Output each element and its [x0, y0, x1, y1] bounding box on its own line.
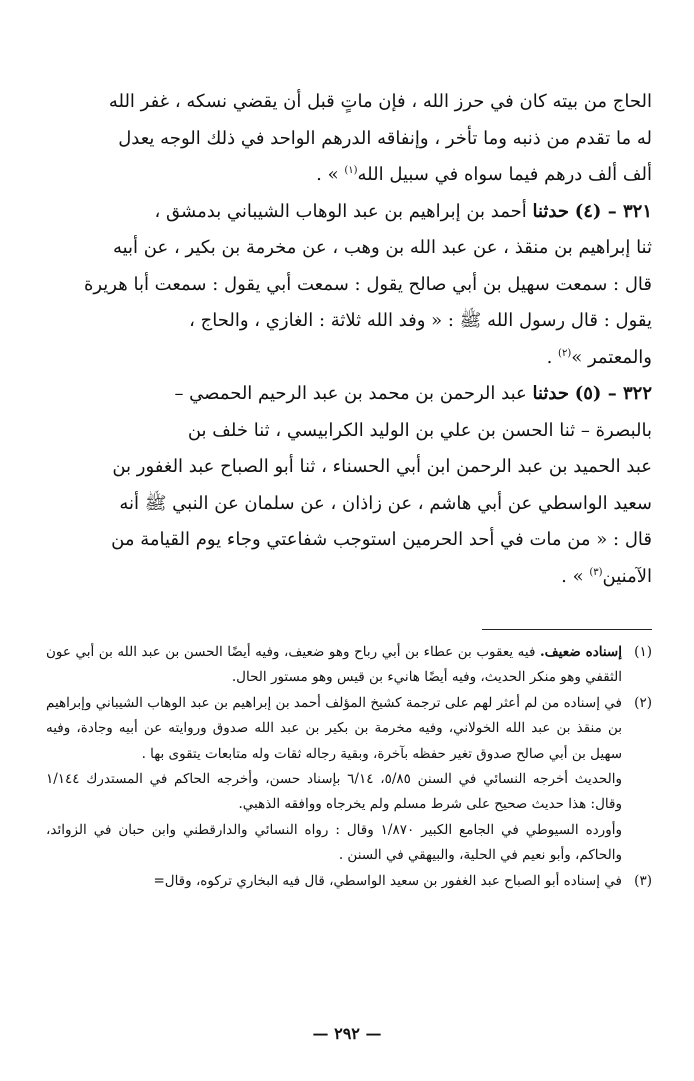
- text-line: [46, 157, 652, 194]
- hadith-number: ٣٢٢ – (٥): [574, 383, 652, 404]
- text-line: عبد الحميد بن عبد الرحمن ابن أبي الحسناء ، ثنا أبو الصباح عبد الغفور بن: [112, 456, 652, 477]
- footnote-separator: [482, 629, 652, 630]
- text-line: سعيد الواسطي عن أبي هاشم ، عن زاذان ، عن سلمان عن النبي ﷺ أنه: [119, 492, 652, 514]
- text-segment: » .: [561, 565, 590, 587]
- hadith-heading-line: [46, 194, 652, 231]
- footnote-paragraph: في إسناده من لم أعثر لهم على ترجمة كشيخ المؤلف أحمد بن إبراهيم بن عبد الوهاب الشيباني وإبراهيم بن منقذ بن عبد الله الخولاني، وفيه مخرمة بن بكير بن عبد الله صدوق وروايته عن أبيه وجادة، وفيه سهيل بن أبي صالح صدوق تغير حفظه بآخرة، وبقية رجاله ثقات وله متابعات يتقوى بها .: [46, 694, 622, 762]
- footnote-body: [46, 691, 622, 869]
- footnote: [46, 640, 652, 691]
- footnotes: [46, 640, 652, 894]
- footnote: [46, 869, 652, 894]
- footnote-text: فيه يعقوب بن عطاء بن أبي رباح وهو ضعيف، وفيه أيضًا الحسن بن عبد الله بن أبي عون الثقفي وهو منكر الحديث، وفيه أيضًا هانيء بن قيس وهو مستور الحال.: [46, 644, 622, 686]
- text-line: له ما تقدم من ذنبه وما تأخر ، وإنفاقه الدرهم الواحد في ذلك الوجه يعدل: [118, 127, 652, 149]
- text-line: قال : « من مات في أحد الحرمين استوجب شفاعتي وجاء يوم القيامة من: [111, 529, 652, 550]
- footnote-body: [46, 640, 622, 691]
- text-segment: الآمنين: [602, 565, 652, 587]
- main-text: [46, 84, 652, 595]
- text-segment: .: [546, 346, 559, 368]
- footnote-ref[interactable]: (١): [344, 165, 358, 176]
- text-segment: ألف ألف درهم فيما سواه في سبيل الله: [357, 164, 652, 185]
- text-segment: عبد الرحمن بن محمد بن عبد الرحيم الحمصي –: [174, 383, 533, 404]
- hadith-heading-line: [46, 376, 652, 413]
- text-line: الحاج من بيته كان في حرز الله ، فإن ماتٍ قبل أن يقضي نسكه ، غفر الله: [108, 91, 652, 112]
- footnote-ref[interactable]: (٢): [558, 347, 572, 359]
- footnote-ref[interactable]: (٣): [589, 566, 603, 578]
- footnote-paragraph: في إسناده أبو الصباح عبد الغفور بن سعيد الواسطي، قال فيه البخاري تركوه، وقال=: [153, 872, 622, 889]
- text-line: [46, 340, 652, 377]
- footnote-paragraph: وأورده السيوطي في الجامع الكبير ١/٨٧٠ وقال : رواه النسائي والدارقطني وابن حبان في الزوائد، والحاكم، وأبو نعيم في الحلية، والبيهقي في السنن .: [46, 821, 622, 864]
- text-line: [46, 559, 652, 596]
- footnote-body: [46, 869, 622, 894]
- hadith-number: ٣٢١ – (٤): [574, 200, 652, 222]
- text-segment: » .: [316, 164, 345, 185]
- footnote-paragraph: [46, 640, 622, 691]
- text-line: بالبصرة – ثنا الحسن بن علي بن الوليد الكرابيسي ، ثنا خلف بن: [187, 419, 652, 441]
- text-line: قال : سمعت سهيل بن أبي صالح يقول : سمعت أبي يقول : سمعت أبا هريرة: [83, 273, 652, 295]
- text-segment: والمعتمر »: [571, 346, 652, 368]
- page-number: — ٢٩٢ —: [312, 1024, 382, 1043]
- footnote-paragraph: والحديث أخرجه النسائي في السنن ٥/٨٥، ٦/١٤ بإسناد حسن، وأخرجه الحاكم في المستدرك ١/١٤٤ وقال: هذا حديث صحيح على شرط مسلم ولم يخرجاه ووافقه الذهبي.: [46, 771, 622, 813]
- text-line: ثنا إبراهيم بن منقذ ، عن عبد الله بن وهب ، عن مخرمة بن بكير ، عن أبيه: [112, 237, 652, 258]
- text-segment: أحمد بن إبراهيم بن عبد الوهاب الشيباني بدمشق ،: [154, 200, 533, 222]
- footnote-label: (٢): [634, 694, 652, 711]
- footnote-label: (٣): [634, 872, 652, 889]
- text-line: يقول : قال رسول الله ﷺ : « وفد الله ثلاثة : الغازي ، والحاج ،: [189, 310, 652, 331]
- hadith-intro: حدثنا: [532, 200, 569, 222]
- footnote-label: (١): [634, 644, 652, 660]
- footnote: [46, 691, 652, 869]
- hadith-intro: حدثنا: [532, 383, 569, 404]
- footnote-verdict: إسناده ضعيف.: [539, 644, 622, 660]
